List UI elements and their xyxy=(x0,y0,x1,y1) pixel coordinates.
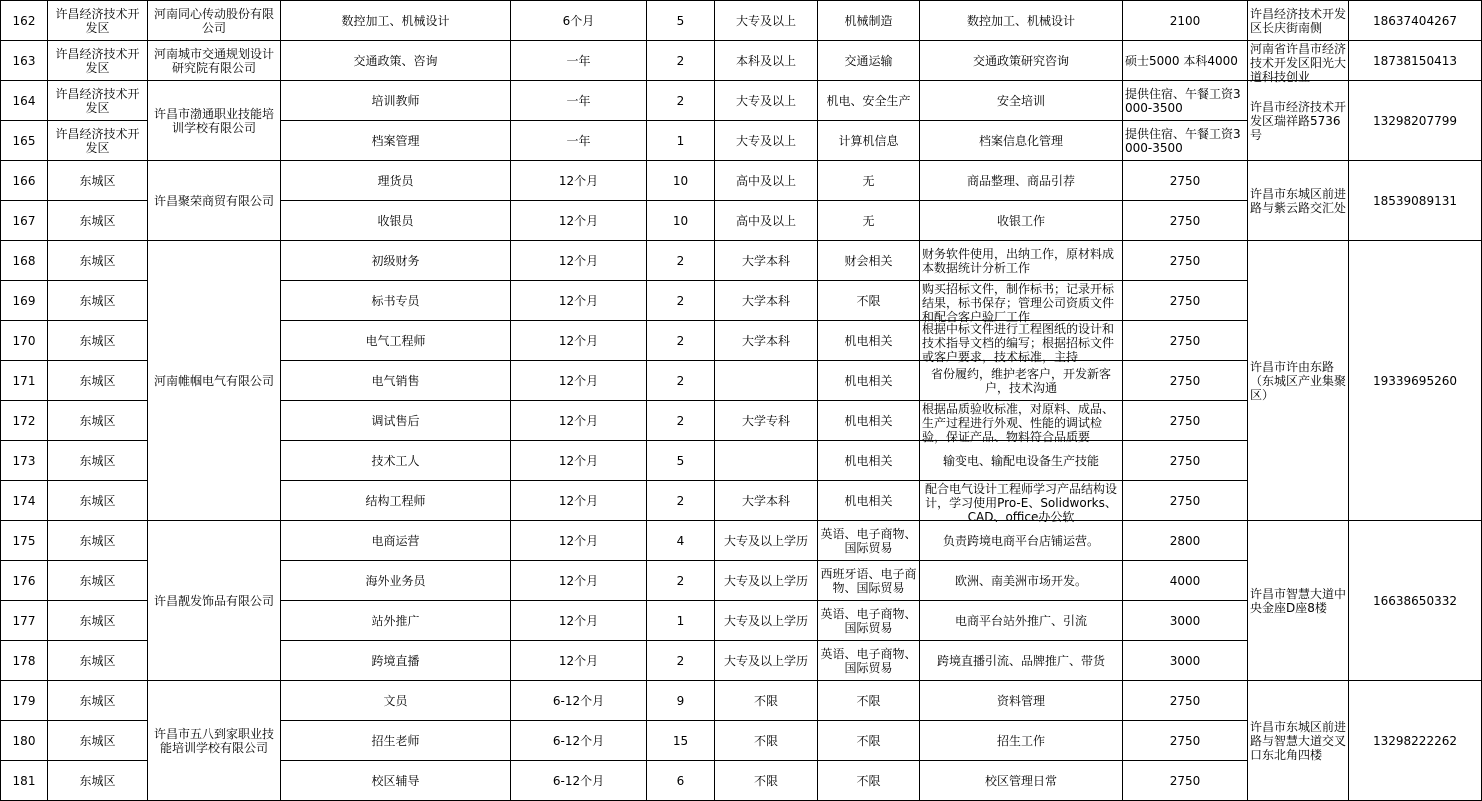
cell-address[interactable] xyxy=(1248,1,1349,41)
duties-text: 配合电气设计工程师学习产品结构设计，学习使用Pro-E、Solidworks、CAD、office办公软 xyxy=(924,481,1117,524)
cell-duties[interactable]: 负责跨境电商平台店铺运营。 xyxy=(920,521,1123,561)
cell-duties[interactable]: 输变电、输配电设备生产技能 xyxy=(920,441,1123,481)
cell-district[interactable]: 许昌经济技术开发区 xyxy=(48,121,148,161)
cell-major[interactable]: 机电相关 xyxy=(818,481,920,521)
cell-district[interactable]: 东城区 xyxy=(48,761,148,801)
cell-education[interactable]: 不限 xyxy=(715,761,818,801)
cell-district[interactable]: 东城区 xyxy=(48,481,148,521)
cell-district[interactable]: 东城区 xyxy=(48,241,148,281)
cell-count[interactable]: 5 xyxy=(647,441,715,481)
cell-company[interactable]: 许昌市渤通职业技能培训学校有限公司 xyxy=(148,81,281,161)
cell-position[interactable]: 电商运营 xyxy=(281,521,511,561)
cell-education[interactable] xyxy=(715,361,818,401)
cell-period[interactable]: 12个月 xyxy=(511,321,647,361)
cell-district[interactable]: 许昌经济技术开发区 xyxy=(48,81,148,121)
cell-no[interactable]: 172 xyxy=(1,401,48,441)
cell-period[interactable]: 6-12个月 xyxy=(511,761,647,801)
cell-education[interactable]: 大专及以上学历 xyxy=(715,561,818,601)
cell-position[interactable]: 站外推广 xyxy=(281,601,511,641)
cell-count[interactable]: 2 xyxy=(647,361,715,401)
cell-salary[interactable]: 2750 xyxy=(1123,201,1248,241)
cell-district[interactable]: 东城区 xyxy=(48,201,148,241)
cell-district[interactable]: 东城区 xyxy=(48,321,148,361)
table-row[interactable] xyxy=(1,81,1482,121)
cell-no[interactable]: 179 xyxy=(1,681,48,721)
cell-district[interactable]: 东城区 xyxy=(48,721,148,761)
cell-major[interactable]: 无 xyxy=(818,201,920,241)
cell-no[interactable]: 166 xyxy=(1,161,48,201)
table-row[interactable] xyxy=(1,1,1482,41)
table-row[interactable] xyxy=(1,241,1482,281)
cell-phone[interactable]: 16638650332 xyxy=(1349,521,1482,681)
table-row[interactable] xyxy=(1,41,1482,81)
cell-count[interactable]: 1 xyxy=(647,601,715,641)
cell-position[interactable]: 标书专员 xyxy=(281,281,511,321)
cell-education[interactable]: 大专及以上 xyxy=(715,1,818,41)
cell-no[interactable]: 168 xyxy=(1,241,48,281)
cell-salary[interactable]: 2750 xyxy=(1123,321,1248,361)
cell-major[interactable]: 无 xyxy=(818,161,920,201)
cell-district[interactable]: 许昌经济技术开发区 xyxy=(48,41,148,81)
cell-position[interactable]: 交通政策、咨询 xyxy=(281,41,511,81)
cell-salary[interactable]: 提供住宿、午餐工资3000-3500 xyxy=(1123,121,1248,161)
cell-period[interactable]: 12个月 xyxy=(511,401,647,441)
cell-education[interactable]: 不限 xyxy=(715,681,818,721)
cell-count[interactable]: 2 xyxy=(647,641,715,681)
cell-district[interactable]: 许昌经济技术开发区 xyxy=(48,1,148,41)
cell-phone[interactable]: 19339695260 xyxy=(1349,241,1482,521)
cell-company[interactable]: 河南帷帼电气有限公司 xyxy=(148,241,281,521)
cell-duties[interactable]: 商品整理、商品引荐 xyxy=(920,161,1123,201)
cell-duties[interactable]: 招生工作 xyxy=(920,721,1123,761)
cell-no[interactable]: 164 xyxy=(1,81,48,121)
cell-education[interactable]: 大专及以上学历 xyxy=(715,521,818,561)
table-row[interactable] xyxy=(1,161,1482,201)
cell-district[interactable]: 东城区 xyxy=(48,681,148,721)
cell-position[interactable]: 招生老师 xyxy=(281,721,511,761)
cell-duties[interactable] xyxy=(920,401,1123,444)
cell-period[interactable]: 12个月 xyxy=(511,281,647,321)
cell-salary[interactable]: 2750 xyxy=(1123,241,1248,281)
address-text: 许昌经济技术开发区长庆街南侧 xyxy=(1250,6,1347,35)
cell-duties[interactable] xyxy=(920,361,1123,401)
cell-position[interactable]: 调试售后 xyxy=(281,401,511,441)
cell-duties[interactable]: 电商平台站外推广、引流 xyxy=(920,601,1123,641)
cell-duties[interactable] xyxy=(920,321,1123,364)
cell-position[interactable]: 档案管理 xyxy=(281,121,511,161)
cell-company[interactable]: 河南城市交通规划设计研究院有限公司 xyxy=(148,41,281,81)
cell-company[interactable]: 许昌聚荣商贸有限公司 xyxy=(148,161,281,241)
cell-salary[interactable]: 4000 xyxy=(1123,561,1248,601)
cell-district[interactable]: 东城区 xyxy=(48,281,148,321)
cell-major[interactable]: 不限 xyxy=(818,681,920,721)
cell-salary[interactable]: 2100 xyxy=(1123,1,1248,41)
cell-major[interactable]: 机电相关 xyxy=(818,321,920,361)
cell-address[interactable]: 许昌市许由东路（东城区产业集聚区） xyxy=(1248,241,1349,521)
cell-education[interactable]: 大学本科 xyxy=(715,321,818,361)
cell-duties[interactable]: 安全培训 xyxy=(920,81,1123,121)
cell-no[interactable]: 169 xyxy=(1,281,48,321)
cell-duties[interactable]: 校区管理日常 xyxy=(920,761,1123,801)
cell-period[interactable]: 6-12个月 xyxy=(511,681,647,721)
cell-count[interactable]: 2 xyxy=(647,561,715,601)
cell-count[interactable]: 15 xyxy=(647,721,715,761)
cell-position[interactable]: 数控加工、机械设计 xyxy=(281,1,511,41)
cell-position[interactable]: 电气销售 xyxy=(281,361,511,401)
cell-education[interactable]: 大专及以上 xyxy=(715,81,818,121)
cell-count[interactable]: 2 xyxy=(647,281,715,321)
duties-text: 根据品质验收标准，对原料、成品、生产过程进行外观、性能的调试检验，保证产品、物料符合品质要 xyxy=(922,401,1115,444)
cell-phone[interactable]: 13298207799 xyxy=(1349,81,1482,161)
cell-district[interactable]: 东城区 xyxy=(48,161,148,201)
cell-education[interactable]: 高中及以上 xyxy=(715,201,818,241)
cell-period[interactable]: 12个月 xyxy=(511,521,647,561)
cell-no[interactable]: 174 xyxy=(1,481,48,521)
cell-salary[interactable]: 提供住宿、午餐工资3000-3500 xyxy=(1123,81,1248,121)
cell-district[interactable]: 东城区 xyxy=(48,401,148,441)
table-row[interactable] xyxy=(1,521,1482,561)
cell-no[interactable]: 177 xyxy=(1,601,48,641)
cell-salary[interactable]: 2750 xyxy=(1123,721,1248,761)
cell-major[interactable]: 不限 xyxy=(818,721,920,761)
duties-text: 财务软件使用，出纳工作，原材料成本数据统计分析工作 xyxy=(922,246,1115,275)
cell-district[interactable]: 东城区 xyxy=(48,601,148,641)
cell-education[interactable]: 大学本科 xyxy=(715,241,818,281)
cell-count[interactable]: 2 xyxy=(647,81,715,121)
cell-salary[interactable]: 2750 xyxy=(1123,681,1248,721)
cell-duties[interactable]: 收银工作 xyxy=(920,201,1123,241)
cell-no[interactable]: 165 xyxy=(1,121,48,161)
cell-major[interactable]: 机电相关 xyxy=(818,401,920,441)
cell-major[interactable]: 机电、安全生产 xyxy=(818,81,920,121)
cell-company[interactable]: 许昌靓发饰品有限公司 xyxy=(148,521,281,681)
cell-period[interactable]: 6个月 xyxy=(511,1,647,41)
cell-company[interactable]: 河南同心传动股份有限公司 xyxy=(148,1,281,41)
cell-education[interactable]: 大学本科 xyxy=(715,481,818,521)
cell-no[interactable]: 180 xyxy=(1,721,48,761)
cell-position[interactable]: 理货员 xyxy=(281,161,511,201)
cell-no[interactable]: 170 xyxy=(1,321,48,361)
cell-position[interactable]: 培训教师 xyxy=(281,81,511,121)
cell-address[interactable]: 许昌市东城区前进路与智慧大道交叉口东北角四楼 xyxy=(1248,681,1349,801)
cell-major[interactable]: 计算机信息 xyxy=(818,121,920,161)
cell-phone[interactable]: 13298222262 xyxy=(1349,681,1482,801)
cell-major[interactable]: 不限 xyxy=(818,281,920,321)
cell-duties[interactable]: 跨境直播引流、品牌推广、带货 xyxy=(920,641,1123,681)
cell-salary[interactable]: 3000 xyxy=(1123,641,1248,681)
cell-major[interactable]: 机械制造 xyxy=(818,1,920,41)
cell-period[interactable]: 一年 xyxy=(511,121,647,161)
cell-education[interactable]: 高中及以上 xyxy=(715,161,818,201)
cell-major[interactable]: 不限 xyxy=(818,761,920,801)
cell-period[interactable]: 12个月 xyxy=(511,641,647,681)
cell-count[interactable]: 5 xyxy=(647,1,715,41)
cell-salary[interactable]: 2750 xyxy=(1123,761,1248,801)
cell-position[interactable]: 技术工人 xyxy=(281,441,511,481)
cell-address[interactable]: 许昌市智慧大道中央金座D座8楼 xyxy=(1248,521,1349,681)
cell-education[interactable] xyxy=(715,441,818,481)
cell-count[interactable]: 9 xyxy=(647,681,715,721)
address-text: 河南省许昌市经济技术开发区阳光大道科技创业 xyxy=(1250,41,1347,84)
cell-period[interactable]: 12个月 xyxy=(511,561,647,601)
cell-major[interactable]: 机电相关 xyxy=(818,361,920,401)
cell-period[interactable]: 12个月 xyxy=(511,481,647,521)
cell-no[interactable]: 178 xyxy=(1,641,48,681)
cell-district[interactable]: 东城区 xyxy=(48,561,148,601)
cell-count[interactable]: 4 xyxy=(647,521,715,561)
cell-period[interactable]: 12个月 xyxy=(511,241,647,281)
cell-education[interactable]: 大学本科 xyxy=(715,281,818,321)
cell-major[interactable]: 英语、电子商物、国际贸易 xyxy=(818,641,920,681)
cell-phone[interactable]: 18738150413 xyxy=(1349,41,1482,81)
cell-position[interactable]: 文员 xyxy=(281,681,511,721)
cell-major[interactable]: 机电相关 xyxy=(818,441,920,481)
cell-period[interactable]: 12个月 xyxy=(511,441,647,481)
cell-address[interactable]: 许昌市经济技术开发区瑞祥路5736号 xyxy=(1248,81,1349,161)
cell-major[interactable]: 西班牙语、电子商物、国际贸易 xyxy=(818,561,920,601)
cell-duties[interactable] xyxy=(920,241,1123,281)
cell-district[interactable]: 东城区 xyxy=(48,361,148,401)
cell-duties[interactable] xyxy=(920,481,1123,524)
cell-position[interactable]: 校区辅导 xyxy=(281,761,511,801)
cell-salary[interactable]: 硕士5000 本科4000 xyxy=(1123,41,1248,81)
cell-period[interactable]: 一年 xyxy=(511,41,647,81)
cell-period[interactable]: 12个月 xyxy=(511,161,647,201)
cell-no[interactable]: 181 xyxy=(1,761,48,801)
cell-count[interactable]: 6 xyxy=(647,761,715,801)
cell-district[interactable]: 东城区 xyxy=(48,641,148,681)
cell-salary[interactable]: 3000 xyxy=(1123,601,1248,641)
cell-position[interactable]: 跨境直播 xyxy=(281,641,511,681)
cell-period[interactable]: 12个月 xyxy=(511,201,647,241)
cell-no[interactable]: 173 xyxy=(1,441,48,481)
cell-major[interactable]: 财会相关 xyxy=(818,241,920,281)
cell-district[interactable]: 东城区 xyxy=(48,441,148,481)
cell-address[interactable] xyxy=(1248,41,1349,84)
cell-salary[interactable]: 2750 xyxy=(1123,361,1248,401)
cell-salary[interactable]: 2750 xyxy=(1123,481,1248,521)
cell-no[interactable]: 175 xyxy=(1,521,48,561)
cell-count[interactable]: 1 xyxy=(647,121,715,161)
cell-salary[interactable]: 2750 xyxy=(1123,161,1248,201)
cell-count[interactable]: 2 xyxy=(647,321,715,361)
cell-period[interactable]: 一年 xyxy=(511,81,647,121)
cell-period[interactable]: 12个月 xyxy=(511,361,647,401)
cell-duties[interactable]: 资料管理 xyxy=(920,681,1123,721)
cell-phone[interactable]: 18637404267 xyxy=(1349,1,1482,41)
cell-position[interactable]: 海外业务员 xyxy=(281,561,511,601)
cell-salary[interactable]: 2800 xyxy=(1123,521,1248,561)
cell-count[interactable]: 2 xyxy=(647,481,715,521)
cell-major[interactable]: 英语、电子商物、国际贸易 xyxy=(818,601,920,641)
cell-salary[interactable]: 2750 xyxy=(1123,401,1248,441)
duties-text: 省份履约，维护老客户，开发新客户，技术沟通 xyxy=(930,366,1111,395)
cell-education[interactable]: 不限 xyxy=(715,721,818,761)
cell-education[interactable]: 大学专科 xyxy=(715,401,818,441)
cell-position[interactable]: 电气工程师 xyxy=(281,321,511,361)
cell-no[interactable]: 163 xyxy=(1,41,48,81)
cell-no[interactable]: 162 xyxy=(1,1,48,41)
cell-education[interactable]: 大专及以上学历 xyxy=(715,601,818,641)
cell-duties[interactable] xyxy=(920,281,1123,324)
cell-count[interactable]: 2 xyxy=(647,241,715,281)
cell-duties[interactable]: 交通政策研究咨询 xyxy=(920,41,1123,81)
cell-period[interactable]: 12个月 xyxy=(511,601,647,641)
duties-text: 购买招标文件，制作标书；记录开标结果，标书保存；管理公司资质文件和配合客户验厂工作 xyxy=(922,281,1115,324)
cell-major[interactable]: 英语、电子商物、国际贸易 xyxy=(818,521,920,561)
cell-salary[interactable]: 2750 xyxy=(1123,441,1248,481)
cell-count[interactable]: 10 xyxy=(647,161,715,201)
cell-position[interactable]: 初级财务 xyxy=(281,241,511,281)
cell-no[interactable]: 171 xyxy=(1,361,48,401)
duties-text: 根据中标文件进行工程图纸的设计和技术指导文档的编写；根据招标文件或客户要求，技术标准，主持 xyxy=(922,321,1115,364)
cell-education[interactable]: 大专及以上学历 xyxy=(715,641,818,681)
cell-position[interactable]: 结构工程师 xyxy=(281,481,511,521)
cell-duties[interactable]: 欧洲、南美洲市场开发。 xyxy=(920,561,1123,601)
cell-company[interactable]: 许昌市五八到家职业技能培训学校有限公司 xyxy=(148,681,281,801)
cell-no[interactable]: 167 xyxy=(1,201,48,241)
cell-duties[interactable]: 数控加工、机械设计 xyxy=(920,1,1123,41)
cell-duties[interactable]: 档案信息化管理 xyxy=(920,121,1123,161)
cell-period[interactable]: 6-12个月 xyxy=(511,721,647,761)
cell-education[interactable]: 本科及以上 xyxy=(715,41,818,81)
cell-position[interactable]: 收银员 xyxy=(281,201,511,241)
cell-salary[interactable]: 2750 xyxy=(1123,281,1248,321)
cell-education[interactable]: 大专及以上 xyxy=(715,121,818,161)
cell-count[interactable]: 2 xyxy=(647,401,715,441)
cell-no[interactable]: 176 xyxy=(1,561,48,601)
cell-district[interactable]: 东城区 xyxy=(48,521,148,561)
cell-count[interactable]: 10 xyxy=(647,201,715,241)
cell-count[interactable]: 2 xyxy=(647,41,715,81)
cell-phone[interactable]: 18539089131 xyxy=(1349,161,1482,241)
cell-major[interactable]: 交通运输 xyxy=(818,41,920,81)
cell-address[interactable]: 许昌市东城区前进路与紫云路交汇处 xyxy=(1248,161,1349,241)
table-row[interactable] xyxy=(1,681,1482,721)
